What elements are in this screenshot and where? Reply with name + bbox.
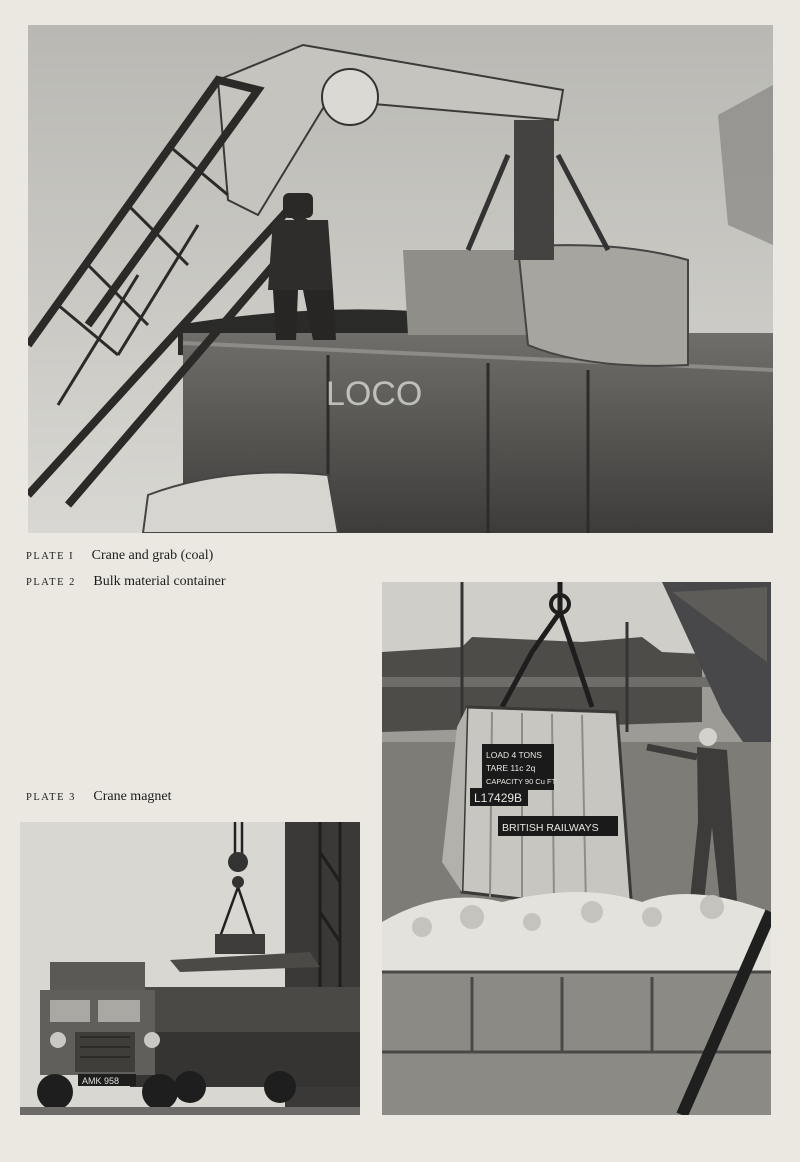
container-owner-text: BRITISH RAILWAYS (502, 822, 599, 834)
bulk-container-photo (382, 582, 771, 1115)
lorry-number-plate: AMK 958 (82, 1076, 120, 1086)
plate-1-label: PLATE I (26, 551, 75, 562)
plate-1-caption (26, 548, 213, 564)
plate-2-label: PLATE 2 (26, 577, 76, 588)
container-capacity-text: CAPACITY 90 Cu FT (486, 777, 557, 786)
plate-3-photo (20, 822, 360, 1115)
container-number-text: L17429B (474, 791, 523, 805)
plate-3-title: Crane magnet (93, 789, 172, 804)
wagon-loco-text: LOCO (326, 375, 423, 413)
crane-grab-coal-photo (28, 25, 773, 533)
plate-3-caption (26, 789, 172, 805)
container-tare-text: TARE 11c 2q (486, 763, 536, 773)
plate-2-photo (382, 582, 771, 1115)
plate-1-title: Crane and grab (coal) (91, 548, 214, 563)
plate-3-label: PLATE 3 (26, 792, 76, 803)
plate-2-caption (26, 574, 226, 590)
container-load-text: LOAD 4 TONS (486, 750, 542, 760)
plate-2-title: Bulk material container (93, 574, 226, 589)
plate-1-photo (28, 25, 773, 533)
crane-magnet-photo (20, 822, 360, 1115)
